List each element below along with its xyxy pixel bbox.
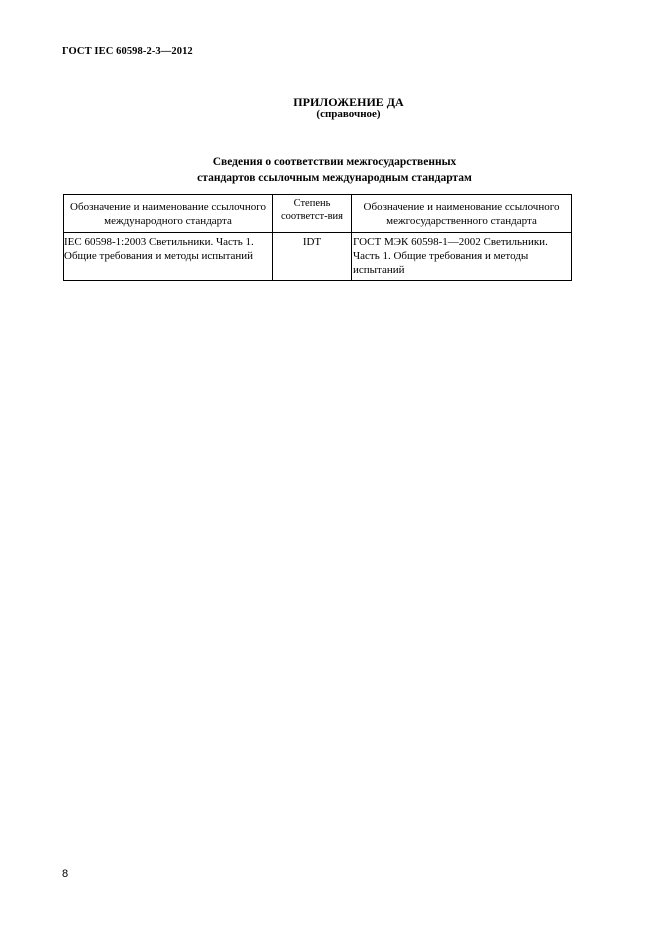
table-header-row <box>64 195 572 233</box>
header-international-standard: Обозначение и наименование ссылочного международного стандарта <box>64 195 273 233</box>
table-title-line-2: стандартов ссылочным международным стандартам <box>197 172 472 184</box>
table-title <box>0 154 661 186</box>
header-interstate-standard: Обозначение и наименование ссылочного межгосударственного стандарта <box>352 195 572 233</box>
correspondence-table <box>63 194 572 281</box>
appendix-subtitle: (справочное) <box>316 108 381 120</box>
appendix-title: ПРИЛОЖЕНИЕ ДА <box>293 95 404 109</box>
cell-interstate-standard: ГОСТ МЭК 60598-1—2002 Светильники. Часть 1. Общие требования и методы испытаний <box>352 233 572 281</box>
page-number: 8 <box>62 868 69 880</box>
cell-international-standard: IEC 60598-1:2003 Светильники. Часть 1. Общие требования и методы испытаний <box>64 233 273 281</box>
header-degree: Степень соответст-вия <box>273 195 352 233</box>
document-header: ГОСТ IEC 60598-2-3—2012 <box>62 46 193 57</box>
table-row <box>64 233 572 281</box>
cell-degree: IDT <box>273 233 352 281</box>
table-title-line-1: Сведения о соответствии межгосударственных <box>212 156 457 168</box>
